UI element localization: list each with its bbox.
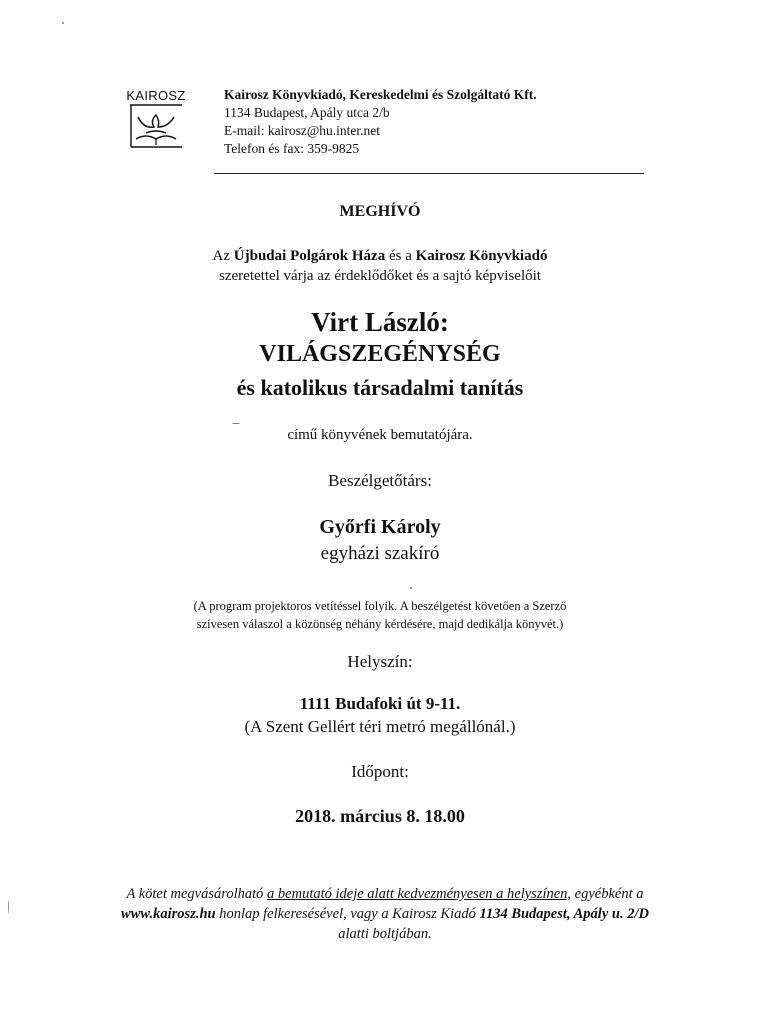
intro-text-1: Az: [212, 248, 234, 264]
footer-text-2: egyébként a: [571, 886, 644, 902]
company-info: [224, 86, 684, 158]
book-author: Virt László:: [311, 307, 449, 337]
location-note: (A Szent Gellért téri metró megállónál.): [244, 717, 516, 736]
host-1: Újbudai Polgárok Háza: [233, 248, 386, 264]
book-title: VILÁGSZEGÉNYSÉG: [259, 341, 501, 367]
book-subtitle: és katolikus társadalmi tanítás: [236, 375, 524, 400]
invitation-intro: [0, 246, 760, 286]
partner-role: egyházi szakíró: [320, 543, 440, 564]
company-email: E-mail: kairosz@hu.inter.net: [224, 123, 381, 138]
invitation-heading: MEGHÍVÓ: [339, 203, 421, 220]
purchase-note: [120, 884, 650, 944]
logo-text: KAIROSZ: [126, 88, 186, 103]
company-name: Kairosz Könyvkiadó, Kereskedelmi és Szolgáltató Kft.: [224, 87, 537, 102]
header-divider: [214, 173, 644, 174]
scan-speck: [62, 22, 64, 24]
footer-text-1: A kötet megvásárolható: [126, 886, 268, 902]
program-note-line-2: szívesen válaszol a közönség néhány kérdésére, majd dedikálja könyvét.): [196, 617, 564, 631]
program-note-line-1: (A program projektoros vetítéssel folyik. A beszélgetést követően a Szerző: [193, 599, 567, 613]
intro-line-2: szeretettel várja az érdeklődőket és a sajtó képviselőit: [219, 268, 541, 284]
scan-speck: [8, 900, 9, 914]
kairosz-logo: [118, 88, 194, 150]
location-label: Helyszín:: [347, 652, 413, 671]
company-address: 1134 Budapest, Apály utca 2/b: [224, 105, 390, 120]
host-2: Kairosz Könyvkiadó: [415, 248, 548, 264]
time-label: Időpont:: [351, 762, 409, 781]
shop-address: 1134 Budapest, Apály u. 2/D: [479, 906, 649, 922]
partner-name: Győrfi Károly: [319, 516, 441, 538]
website-link[interactable]: www.kairosz.hu: [121, 906, 216, 922]
program-note: [0, 597, 760, 633]
scan-speck: [232, 423, 240, 424]
company-phone: Telefon és fax: 359-9825: [224, 141, 360, 156]
book-presentation-text: című könyvének bemutatójára.: [287, 427, 473, 443]
partner-label: Beszélgetőtárs:: [328, 471, 432, 490]
footer-text-3: honlap felkeresésével, vagy a Kairosz Kiadó: [215, 906, 480, 922]
scan-speck: [410, 587, 412, 589]
dove-book-icon: [130, 103, 182, 149]
location-address: 1111 Budafoki út 9-11.: [299, 694, 461, 713]
intro-text-2: és a: [385, 248, 416, 264]
footer-discount-text: a bemutató ideje alatt kedvezményesen a helyszínen,: [267, 886, 572, 902]
event-date: 2018. március 8. 18.00: [295, 806, 465, 826]
footer-text-4: alatti boltjában.: [338, 926, 432, 942]
